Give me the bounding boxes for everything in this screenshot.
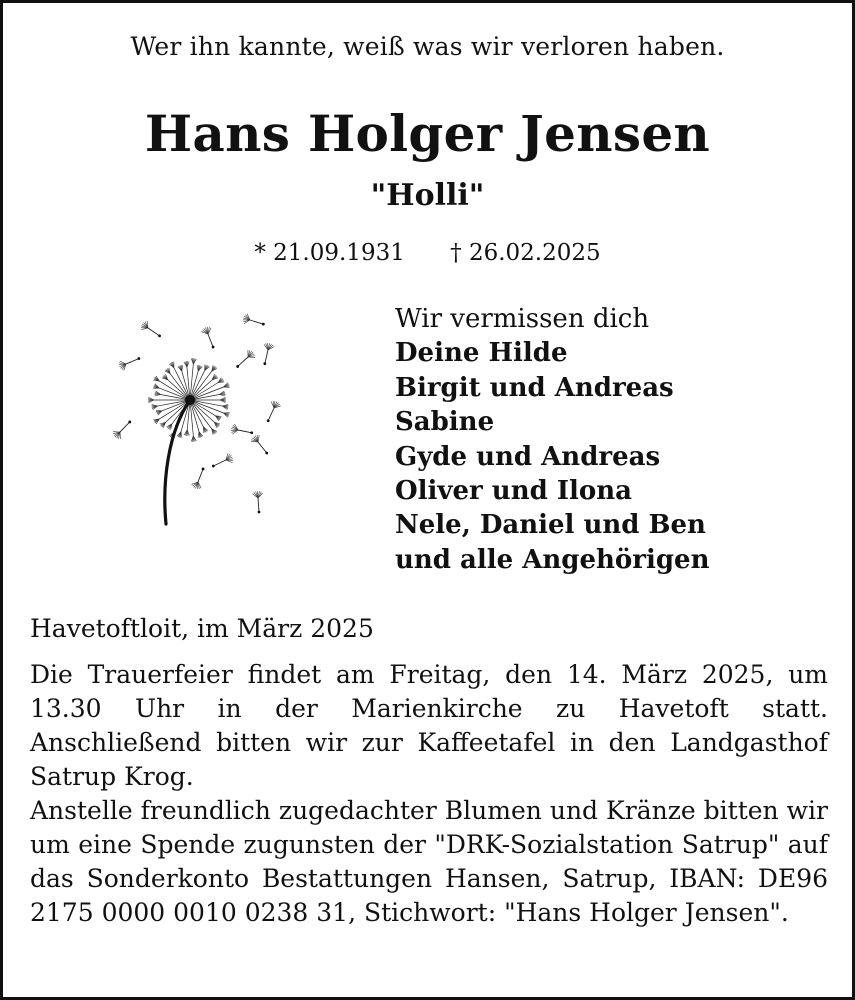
mourner-name: Birgit und Andreas <box>395 372 674 403</box>
ceremony-paragraph: Die Trauerfeier findet am Freitag, den 14. März 2025, um 13.30 Uhr in der Marienkirche zu Havetoft statt. Anschließend bitten wir zur Kaffeetafel in den Landgasthof Satrup Krog. <box>30 660 828 791</box>
mourner-name: Oliver und Ilona <box>395 476 632 507</box>
mourners-intro: Wir vermissen dich <box>395 304 650 334</box>
deceased-name: Hans Holger Jensen <box>144 104 711 163</box>
donation-paragraph: Anstelle freundlich zugedachter Blumen und Kränze bitten wir um eine Spende zugunsten der "DRK-Sozialstation Satrup" auf das Sonderkonto Bestattungen Hansen, Satrup, IBAN: DE96 2175 0000 0010 0238 31, Stichwort: "Hans Holger Jensen". <box>30 796 828 927</box>
place-date: Havetoftloit, im März 2025 <box>30 614 374 643</box>
birth-date: * 21.09.1931 <box>254 240 405 266</box>
mourner-name: Nele, Daniel und Ben <box>395 510 706 541</box>
mourner-name: Gyde und Andreas <box>395 441 661 472</box>
life-dates <box>0 240 855 266</box>
mourner-name: Sabine <box>395 407 495 438</box>
death-date: † 26.02.2025 <box>450 240 601 266</box>
nickname: "Holli" <box>370 178 485 213</box>
notice-text <box>30 658 828 930</box>
mourner-name: Deine Hilde <box>395 338 568 369</box>
mourners-block <box>395 302 709 577</box>
dandelion-icon <box>108 312 298 532</box>
mourner-name: und alle Angehörigen <box>395 544 710 575</box>
motto: Wer ihn kannte, weiß was wir verloren haben. <box>130 32 725 61</box>
